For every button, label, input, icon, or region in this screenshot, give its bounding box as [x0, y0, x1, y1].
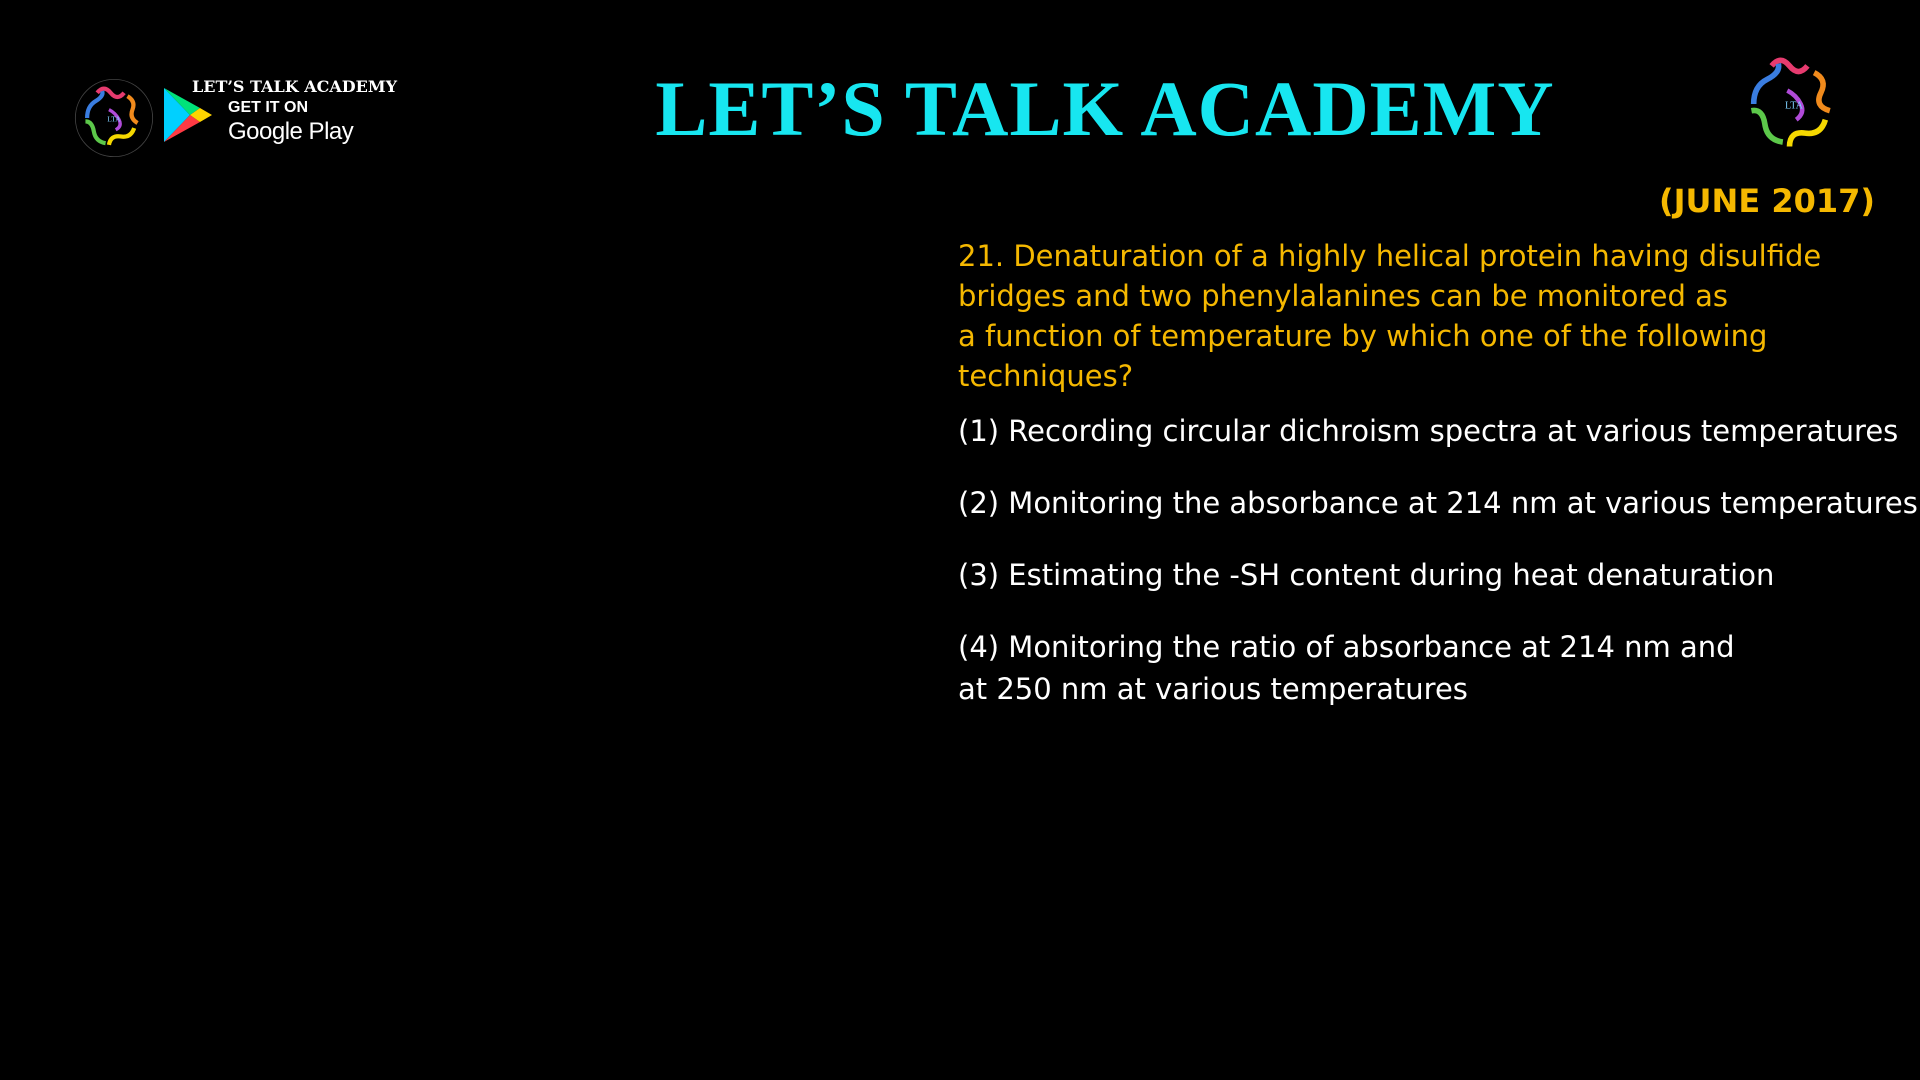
option-line: (1) Recording circular dichroism spectra at various temperatures	[958, 414, 1899, 448]
answer-option-1	[958, 410, 1898, 452]
option-line: at 250 nm at various temperatures	[958, 672, 1468, 706]
page-title: LET’S TALK ACADEMY	[655, 65, 1555, 152]
question-text	[958, 236, 1878, 396]
question-line: 21. Denaturation of a highly helical protein having disulfide	[958, 239, 1822, 273]
question-line: a function of temperature by which one of the following	[958, 319, 1768, 353]
svg-text:LTA: LTA	[107, 114, 121, 124]
answer-option-3	[958, 554, 1898, 596]
answer-option-2	[958, 482, 1918, 524]
protein-structure-logo-icon	[1738, 48, 1850, 160]
badge-store-name[interactable]: Google Play	[228, 118, 354, 145]
option-line: (2) Monitoring the absorbance at 214 nm at various temperatures	[958, 486, 1918, 520]
question-line: bridges and two phenylalanines can be monitored as	[958, 279, 1728, 313]
option-line: (4) Monitoring the ratio of absorbance at 214 nm and	[958, 630, 1735, 664]
answer-options	[958, 410, 1918, 740]
badge-get-it-on[interactable]: GET IT ON	[228, 99, 308, 116]
question-line: techniques?	[958, 359, 1134, 393]
option-line: (3) Estimating the -SH content during heat denaturation	[958, 558, 1775, 592]
badge-brand-label[interactable]: LET’S TALK ACADEMY	[192, 77, 397, 96]
svg-text:LTA: LTA	[1785, 100, 1803, 112]
exam-date-tag: (JUNE 2017)	[1659, 182, 1875, 220]
answer-option-4	[958, 626, 1898, 710]
